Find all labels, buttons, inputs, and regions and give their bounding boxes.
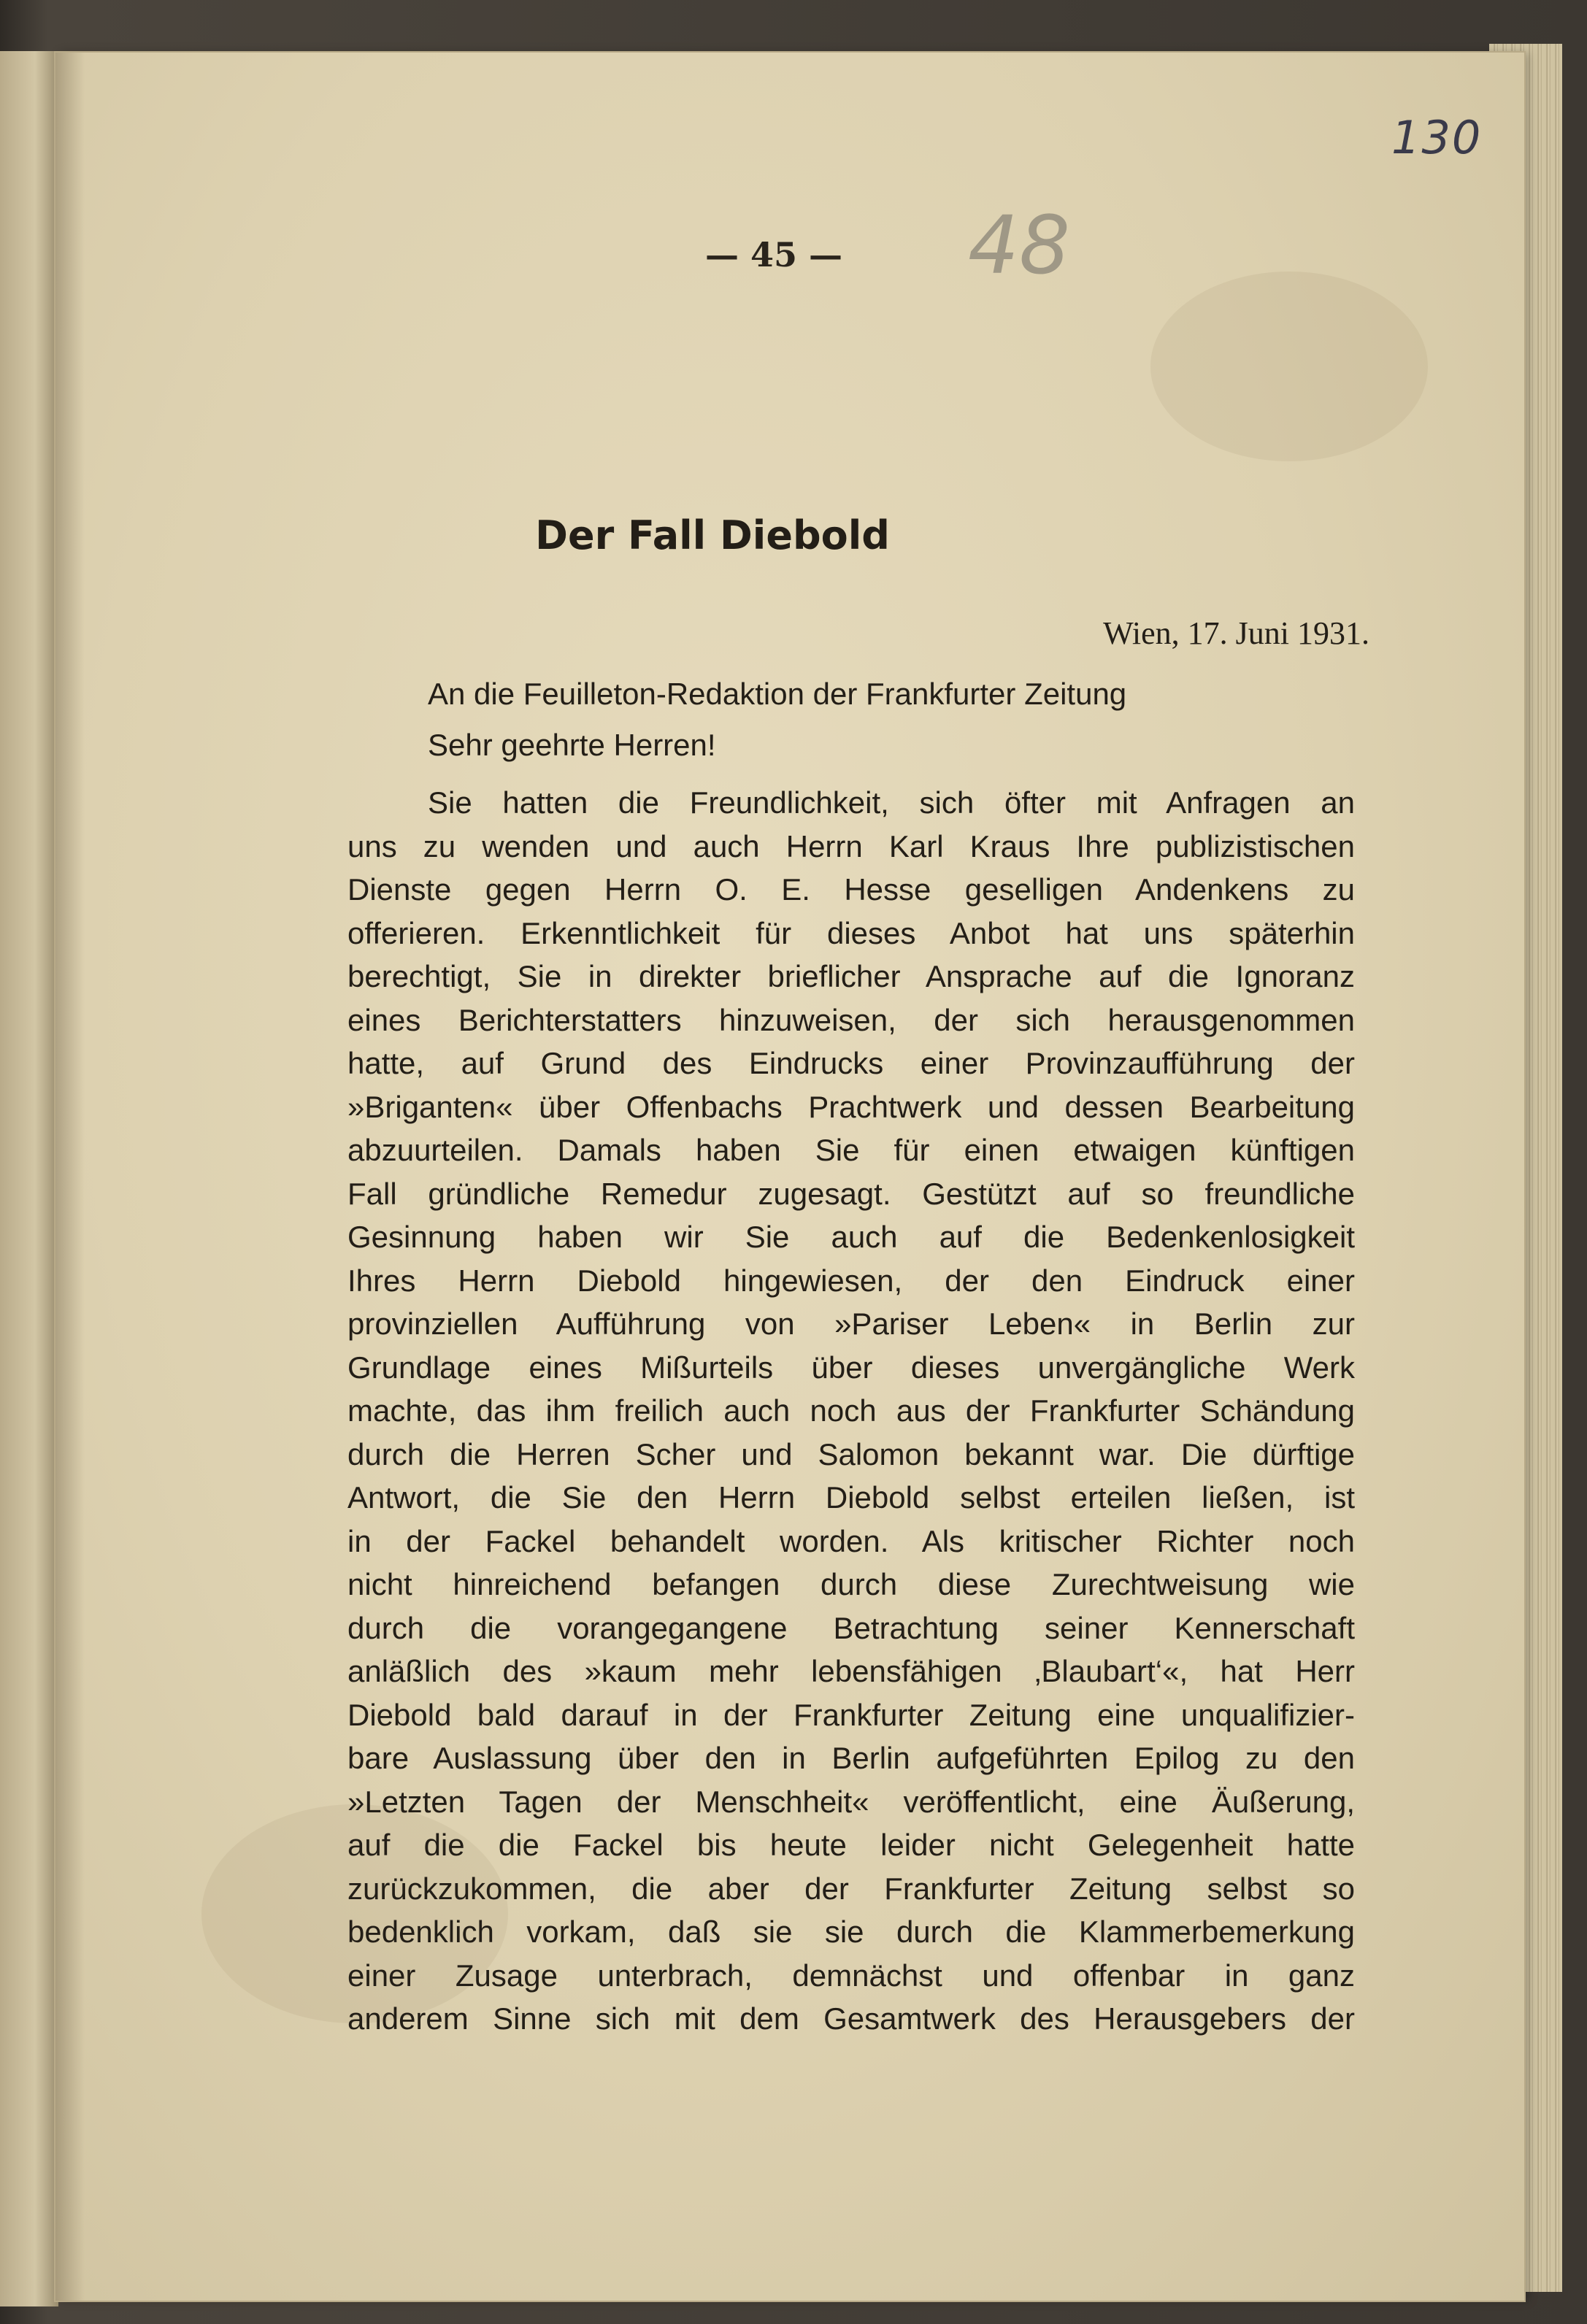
book-page (55, 53, 1524, 2301)
text-line: nicht hinreichend befangen durch diese Zurechtweisung wie (347, 1567, 1355, 1601)
text-line: berechtigt, Sie in direkter brieflicher Ansprache auf die Ignoranz (347, 959, 1355, 993)
text-line: Dienste gegen Herrn O. E. Hesse geselligen Andenkens zu (347, 872, 1355, 907)
text-line: Antwort, die Sie den Herrn Diebold selbst erteilen ließen, ist (347, 1480, 1355, 1515)
text-line: hatte, auf Grund des Eindrucks einer Provinzaufführung der (347, 1046, 1355, 1080)
text-line: durch die vorangegangene Betrachtung seiner Kennerschaft (347, 1610, 1355, 1645)
text-line: uns zu wenden und auch Herrn Karl Kraus Ihre publizistischen (347, 828, 1355, 863)
text-line: zurückzukommen, die aber der Frankfurter Zeitung selbst so (347, 1871, 1355, 1906)
pencil-page-number: 48 (968, 199, 1070, 292)
printed-page-number: — 45 — (705, 235, 843, 274)
letter-dateline: Wien, 17. Juni 1931. (1103, 615, 1369, 651)
text-line: machte, das ihm freilich auch noch aus der Frankfurter Schändung (347, 1393, 1355, 1428)
text-line: in der Fackel behandelt worden. Als kritischer Richter noch (347, 1523, 1355, 1558)
text-line: einer Zusage unterbrach, demnächst und offenbar in ganz (347, 1958, 1355, 1993)
text-line: Ihres Herrn Diebold hingewiesen, der den Eindruck einer (347, 1263, 1355, 1298)
text-line: provinziellen Aufführung von »Pariser Leben« in Berlin zur (347, 1307, 1355, 1341)
facing-page-edge (0, 51, 58, 2306)
text-line: auf die die Fackel bis heute leider nicht Gelegenheit hatte (347, 1828, 1355, 1862)
text-line: Diebold bald darauf in der Frankfurter Zeitung eine unqualifizier- (347, 1697, 1355, 1732)
text-line: Grundlage eines Mißurteils über dieses unvergängliche Werk (347, 1350, 1355, 1385)
letter-address: An die Feuilleton-Redaktion der Frankfurter Zeitung (428, 677, 1127, 711)
text-line: bare Auslassung über den in Berlin aufgeführten Epilog zu den (347, 1741, 1355, 1775)
text-line: »Letzten Tagen der Menschheit« veröffentlicht, eine Äußerung, (347, 1784, 1355, 1819)
text-line: »Briganten« über Offenbachs Prachtwerk und dessen Bearbeitung (347, 1089, 1355, 1124)
text-line: bedenklich vorkam, daß sie sie durch die Klammerbemerkung (347, 1915, 1355, 1949)
text-line: anderem Sinne sich mit dem Gesamtwerk des Herausgebers der (347, 2001, 1355, 2036)
text-line: Fall gründliche Remedur zugesagt. Gestützt auf so freundliche (347, 1176, 1355, 1211)
letter-salutation: Sehr geehrte Herren! (428, 728, 716, 762)
text-line: anläßlich des »kaum mehr lebensfähigen ‚Blaubart‘«, hat Herr (347, 1654, 1355, 1688)
article-title: Der Fall Diebold (535, 512, 890, 558)
letter-body (347, 781, 1355, 2041)
text-line: durch die Herren Scher und Salomon bekannt war. Die dürftige (347, 1436, 1355, 1471)
text-line: Sie hatten die Freundlichkeit, sich öfter mit Anfragen an (428, 785, 1355, 820)
text-line: Gesinnung haben wir Sie auch auf die Bedenkenlosigkeit (347, 1220, 1355, 1254)
archive-number: 130 (1391, 111, 1483, 164)
text-line: eines Berichterstatters hinzuweisen, der sich herausgenommen (347, 1002, 1355, 1037)
paper-stain (1150, 272, 1428, 461)
text-line: offerieren. Erkenntlichkeit für dieses Anbot hat uns späterhin (347, 915, 1355, 950)
text-line: abzuurteilen. Damals haben Sie für einen etwaigen künftigen (347, 1133, 1355, 1167)
